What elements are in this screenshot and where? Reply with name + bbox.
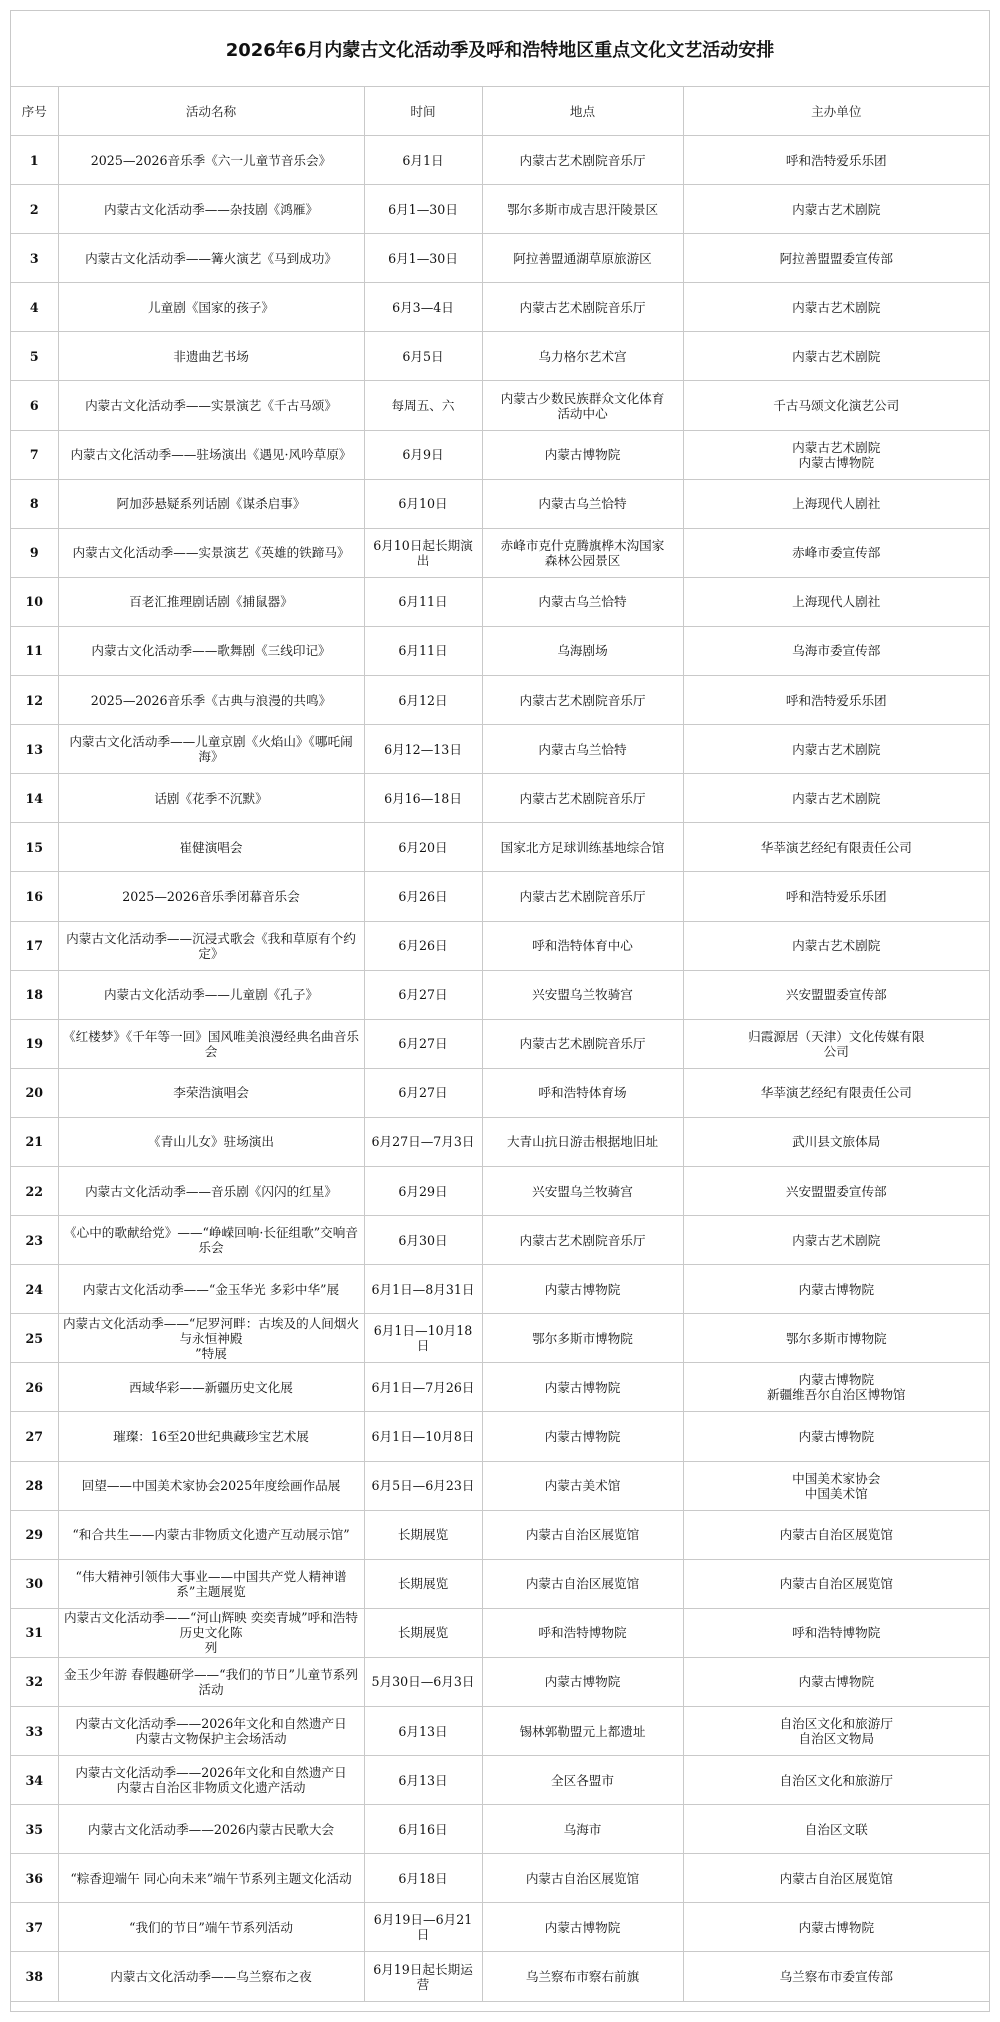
table-row: [11, 1019, 989, 1068]
cell-place: 内蒙古博物院: [482, 1412, 683, 1461]
col-header-name: 活动名称: [58, 87, 364, 136]
cell-no: 32: [11, 1657, 58, 1706]
cell-place: 内蒙古艺术剧院音乐厅: [482, 1216, 683, 1265]
table-row: [11, 479, 989, 528]
cell-activity-name: “粽香迎端午 同心向未来”端午节系列主题文化活动: [58, 1854, 364, 1903]
cell-host: 武川县文旅体局: [683, 1117, 989, 1166]
cell-activity-name: 内蒙古文化活动季——实景演艺《千古马颂》: [58, 381, 364, 430]
cell-no: 3: [11, 234, 58, 283]
table-row: [11, 1068, 989, 1117]
cell-time: 6月10日: [364, 479, 482, 528]
cell-no: 9: [11, 528, 58, 577]
table-row: [11, 1805, 989, 1854]
cell-activity-name: 内蒙古文化活动季——沉浸式歌会《我和草原有个约定》: [58, 921, 364, 970]
page-title: 2026年6月内蒙古文化活动季及呼和浩特地区重点文化文艺活动安排: [11, 11, 989, 87]
table-row: [11, 1707, 989, 1756]
table-row: [11, 970, 989, 1019]
cell-activity-name: 阿加莎悬疑系列话剧《谋杀启事》: [58, 479, 364, 528]
cell-place: 呼和浩特体育中心: [482, 921, 683, 970]
cell-time: 长期展览: [364, 1608, 482, 1657]
cell-time: 6月11日: [364, 626, 482, 675]
cell-no: 35: [11, 1805, 58, 1854]
cell-no: 2: [11, 185, 58, 234]
col-header-host: 主办单位: [683, 87, 989, 136]
table-row: [11, 185, 989, 234]
cell-no: 36: [11, 1854, 58, 1903]
cell-time: 6月10日起长期演出: [364, 528, 482, 577]
cell-time: 6月11日: [364, 577, 482, 626]
cell-place: 乌海市: [482, 1805, 683, 1854]
col-header-no: 序号: [11, 87, 58, 136]
table-row: [11, 1559, 989, 1608]
cell-time: 6月1日—7月26日: [364, 1363, 482, 1412]
cell-host: 兴安盟盟委宣传部: [683, 970, 989, 1019]
cell-no: 22: [11, 1166, 58, 1215]
cell-time: 6月5日—6月23日: [364, 1461, 482, 1510]
cell-no: 4: [11, 283, 58, 332]
table-row: [11, 626, 989, 675]
cell-host: 上海现代人剧社: [683, 577, 989, 626]
header-row: [11, 87, 989, 136]
cell-place: 阿拉善盟通湖草原旅游区: [482, 234, 683, 283]
cell-no: 15: [11, 823, 58, 872]
cell-place: 内蒙古自治区展览馆: [482, 1854, 683, 1903]
table-row: [11, 1314, 989, 1363]
table-row: [11, 1412, 989, 1461]
cell-time: 6月1日—10月18日: [364, 1314, 482, 1363]
cell-no: 5: [11, 332, 58, 381]
cell-no: 19: [11, 1019, 58, 1068]
cell-time: 6月1日—10月8日: [364, 1412, 482, 1461]
cell-host: 内蒙古博物院: [683, 1903, 989, 1952]
cell-no: 20: [11, 1068, 58, 1117]
cell-place: 内蒙古少数民族群众文化体育 活动中心: [482, 381, 683, 430]
table-body: [11, 136, 989, 2002]
cell-no: 17: [11, 921, 58, 970]
table-row: [11, 1363, 989, 1412]
cell-host: 华莘演艺经纪有限责任公司: [683, 1068, 989, 1117]
cell-host: 中国美术家协会 中国美术馆: [683, 1461, 989, 1510]
cell-time: 长期展览: [364, 1559, 482, 1608]
table-row: [11, 1461, 989, 1510]
cell-no: 23: [11, 1216, 58, 1265]
cell-time: 6月18日: [364, 1854, 482, 1903]
table-row: [11, 1854, 989, 1903]
cell-activity-name: “和合共生——内蒙古非物质文化遗产互动展示馆”: [58, 1510, 364, 1559]
cell-host: 内蒙古博物院: [683, 1412, 989, 1461]
cell-activity-name: 内蒙古文化活动季——篝火演艺《马到成功》: [58, 234, 364, 283]
cell-host: 内蒙古博物院: [683, 1265, 989, 1314]
cell-host: 呼和浩特爱乐乐团: [683, 136, 989, 185]
cell-place: 内蒙古乌兰恰特: [482, 725, 683, 774]
schedule-table: [11, 87, 989, 2002]
cell-activity-name: 百老汇推理剧话剧《捕鼠器》: [58, 577, 364, 626]
cell-no: 6: [11, 381, 58, 430]
table-row: [11, 1510, 989, 1559]
cell-place: 锡林郭勒盟元上都遗址: [482, 1707, 683, 1756]
cell-host: 内蒙古自治区展览馆: [683, 1559, 989, 1608]
cell-place: 内蒙古博物院: [482, 1903, 683, 1952]
table-row: [11, 1117, 989, 1166]
cell-no: 30: [11, 1559, 58, 1608]
cell-no: 14: [11, 774, 58, 823]
cell-time: 6月26日: [364, 921, 482, 970]
cell-no: 34: [11, 1756, 58, 1805]
table-row: [11, 1265, 989, 1314]
cell-host: 自治区文化和旅游厅: [683, 1756, 989, 1805]
table-row: [11, 774, 989, 823]
cell-place: 兴安盟乌兰牧骑宫: [482, 1166, 683, 1215]
cell-time: 6月27日: [364, 1019, 482, 1068]
table-row: [11, 676, 989, 725]
cell-place: 内蒙古艺术剧院音乐厅: [482, 136, 683, 185]
cell-no: 29: [11, 1510, 58, 1559]
cell-no: 38: [11, 1952, 58, 2001]
cell-no: 25: [11, 1314, 58, 1363]
cell-place: 内蒙古博物院: [482, 1363, 683, 1412]
cell-time: 6月30日: [364, 1216, 482, 1265]
cell-no: 7: [11, 430, 58, 479]
cell-time: 6月19日起长期运营: [364, 1952, 482, 2001]
cell-activity-name: 西域华彩——新疆历史文化展: [58, 1363, 364, 1412]
table-row: [11, 872, 989, 921]
cell-place: 内蒙古自治区展览馆: [482, 1510, 683, 1559]
table-row: [11, 234, 989, 283]
cell-activity-name: 李荣浩演唱会: [58, 1068, 364, 1117]
cell-activity-name: 内蒙古文化活动季——儿童京剧《火焰山》《哪吒闹海》: [58, 725, 364, 774]
cell-time: 6月27日: [364, 970, 482, 1019]
cell-no: 31: [11, 1608, 58, 1657]
cell-host: 内蒙古艺术剧院: [683, 921, 989, 970]
cell-time: 6月5日: [364, 332, 482, 381]
table-row: [11, 1216, 989, 1265]
cell-place: 赤峰市克什克腾旗桦木沟国家 森林公园景区: [482, 528, 683, 577]
cell-host: 内蒙古艺术剧院 内蒙古博物院: [683, 430, 989, 479]
cell-time: 6月16日: [364, 1805, 482, 1854]
cell-activity-name: 内蒙古文化活动季——2026年文化和自然遗产日 内蒙古自治区非物质文化遗产活动: [58, 1756, 364, 1805]
cell-activity-name: 《心中的歌献给党》——“峥嵘回响·长征组歌”交响音乐会: [58, 1216, 364, 1265]
cell-place: 全区各盟市: [482, 1756, 683, 1805]
table-row: [11, 823, 989, 872]
cell-place: 内蒙古艺术剧院音乐厅: [482, 872, 683, 921]
cell-activity-name: 《青山儿女》驻场演出: [58, 1117, 364, 1166]
cell-time: 6月26日: [364, 872, 482, 921]
cell-place: 内蒙古艺术剧院音乐厅: [482, 774, 683, 823]
cell-host: 自治区文化和旅游厅 自治区文物局: [683, 1707, 989, 1756]
cell-host: 内蒙古自治区展览馆: [683, 1854, 989, 1903]
cell-no: 8: [11, 479, 58, 528]
cell-place: 内蒙古博物院: [482, 1657, 683, 1706]
cell-host: 呼和浩特博物院: [683, 1608, 989, 1657]
cell-place: 国家北方足球训练基地综合馆: [482, 823, 683, 872]
cell-place: 乌兰察布市察右前旗: [482, 1952, 683, 2001]
cell-activity-name: 内蒙古文化活动季——“河山辉映 奕奕青城”呼和浩特历史文化陈 列: [58, 1608, 364, 1657]
table-row: [11, 1166, 989, 1215]
cell-activity-name: “我们的节日”端午节系列活动: [58, 1903, 364, 1952]
cell-place: 呼和浩特博物院: [482, 1608, 683, 1657]
cell-time: 6月1日: [364, 136, 482, 185]
cell-time: 6月12日: [364, 676, 482, 725]
cell-activity-name: 内蒙古文化活动季——驻场演出《遇见·风吟草原》: [58, 430, 364, 479]
cell-time: 6月1—30日: [364, 234, 482, 283]
cell-time: 6月9日: [364, 430, 482, 479]
cell-place: 内蒙古博物院: [482, 430, 683, 479]
cell-host: 华莘演艺经纪有限责任公司: [683, 823, 989, 872]
cell-time: 6月3—4日: [364, 283, 482, 332]
table-row: [11, 577, 989, 626]
col-header-place: 地点: [482, 87, 683, 136]
cell-place: 内蒙古自治区展览馆: [482, 1559, 683, 1608]
cell-no: 21: [11, 1117, 58, 1166]
cell-no: 27: [11, 1412, 58, 1461]
cell-place: 兴安盟乌兰牧骑宫: [482, 970, 683, 1019]
cell-time: 6月16—18日: [364, 774, 482, 823]
cell-time: 6月20日: [364, 823, 482, 872]
cell-host: 赤峰市委宣传部: [683, 528, 989, 577]
cell-no: 37: [11, 1903, 58, 1952]
cell-place: 内蒙古艺术剧院音乐厅: [482, 1019, 683, 1068]
cell-activity-name: 内蒙古文化活动季——“尼罗河畔：古埃及的人间烟火与永恒神殿 ”特展: [58, 1314, 364, 1363]
cell-activity-name: 璀璨：16至20世纪典藏珍宝艺术展: [58, 1412, 364, 1461]
table-row: [11, 332, 989, 381]
cell-no: 12: [11, 676, 58, 725]
cell-place: 内蒙古艺术剧院音乐厅: [482, 283, 683, 332]
cell-no: 28: [11, 1461, 58, 1510]
cell-activity-name: 2025—2026音乐季《六一儿童节音乐会》: [58, 136, 364, 185]
cell-host: 内蒙古艺术剧院: [683, 332, 989, 381]
cell-place: 内蒙古乌兰恰特: [482, 577, 683, 626]
cell-activity-name: 话剧《花季不沉默》: [58, 774, 364, 823]
schedule-sheet: [10, 10, 990, 2012]
cell-activity-name: 崔健演唱会: [58, 823, 364, 872]
cell-activity-name: 金玉少年游 春假趣研学——“我们的节日”儿童节系列活动: [58, 1657, 364, 1706]
table-row: [11, 1657, 989, 1706]
cell-host: 呼和浩特爱乐乐团: [683, 872, 989, 921]
cell-no: 11: [11, 626, 58, 675]
cell-host: 内蒙古自治区展览馆: [683, 1510, 989, 1559]
cell-place: 乌海剧场: [482, 626, 683, 675]
cell-no: 1: [11, 136, 58, 185]
cell-activity-name: 回望——中国美术家协会2025年度绘画作品展: [58, 1461, 364, 1510]
cell-host: 上海现代人剧社: [683, 479, 989, 528]
table-row: [11, 725, 989, 774]
cell-time: 6月1—30日: [364, 185, 482, 234]
cell-time: 5月30日—6月3日: [364, 1657, 482, 1706]
cell-host: 乌海市委宣传部: [683, 626, 989, 675]
cell-activity-name: 内蒙古文化活动季——2026内蒙古民歌大会: [58, 1805, 364, 1854]
cell-host: 内蒙古博物院 新疆维吾尔自治区博物馆: [683, 1363, 989, 1412]
cell-activity-name: 儿童剧《国家的孩子》: [58, 283, 364, 332]
cell-place: 鄂尔多斯市博物院: [482, 1314, 683, 1363]
cell-activity-name: 内蒙古文化活动季——儿童剧《孔子》: [58, 970, 364, 1019]
cell-place: 内蒙古美术馆: [482, 1461, 683, 1510]
cell-time: 6月12—13日: [364, 725, 482, 774]
cell-no: 10: [11, 577, 58, 626]
cell-host: 内蒙古艺术剧院: [683, 185, 989, 234]
cell-host: 内蒙古博物院: [683, 1657, 989, 1706]
cell-host: 千古马颂文化演艺公司: [683, 381, 989, 430]
cell-time: 6月13日: [364, 1756, 482, 1805]
cell-activity-name: 内蒙古文化活动季——音乐剧《闪闪的红星》: [58, 1166, 364, 1215]
cell-activity-name: 内蒙古文化活动季——2026年文化和自然遗产日 内蒙古文物保护主会场活动: [58, 1707, 364, 1756]
cell-place: 内蒙古乌兰恰特: [482, 479, 683, 528]
cell-no: 18: [11, 970, 58, 1019]
table-row: [11, 136, 989, 185]
cell-activity-name: 《红楼梦》《千年等一回》国风唯美浪漫经典名曲音乐会: [58, 1019, 364, 1068]
cell-host: 内蒙古艺术剧院: [683, 283, 989, 332]
table-row: [11, 430, 989, 479]
table-row: [11, 921, 989, 970]
cell-time: 6月13日: [364, 1707, 482, 1756]
cell-activity-name: 内蒙古文化活动季——歌舞剧《三线印记》: [58, 626, 364, 675]
table-row: [11, 1608, 989, 1657]
cell-host: 乌兰察布市委宣传部: [683, 1952, 989, 2001]
cell-no: 24: [11, 1265, 58, 1314]
cell-activity-name: 2025—2026音乐季闭幕音乐会: [58, 872, 364, 921]
cell-activity-name: 内蒙古文化活动季——实景演艺《英雄的铁蹄马》: [58, 528, 364, 577]
cell-place: 内蒙古艺术剧院音乐厅: [482, 676, 683, 725]
cell-no: 16: [11, 872, 58, 921]
cell-place: 内蒙古博物院: [482, 1265, 683, 1314]
cell-host: 内蒙古艺术剧院: [683, 774, 989, 823]
cell-no: 33: [11, 1707, 58, 1756]
cell-place: 大青山抗日游击根据地旧址: [482, 1117, 683, 1166]
cell-host: 鄂尔多斯市博物院: [683, 1314, 989, 1363]
cell-no: 13: [11, 725, 58, 774]
table-row: [11, 1756, 989, 1805]
cell-activity-name: 内蒙古文化活动季——乌兰察布之夜: [58, 1952, 364, 2001]
cell-activity-name: “伟大精神引领伟大事业——中国共产党人精神谱系”主题展览: [58, 1559, 364, 1608]
cell-time: 每周五、六: [364, 381, 482, 430]
cell-activity-name: 非遗曲艺书场: [58, 332, 364, 381]
cell-host: 内蒙古艺术剧院: [683, 1216, 989, 1265]
table-row: [11, 1903, 989, 1952]
cell-time: 6月27日: [364, 1068, 482, 1117]
cell-activity-name: 2025—2026音乐季《古典与浪漫的共鸣》: [58, 676, 364, 725]
cell-time: 6月1日—8月31日: [364, 1265, 482, 1314]
cell-host: 内蒙古艺术剧院: [683, 725, 989, 774]
cell-host: 归霞源居（天津）文化传媒有限 公司: [683, 1019, 989, 1068]
cell-activity-name: 内蒙古文化活动季——“金玉华光 多彩中华”展: [58, 1265, 364, 1314]
cell-time: 6月29日: [364, 1166, 482, 1215]
cell-host: 兴安盟盟委宣传部: [683, 1166, 989, 1215]
cell-time: 长期展览: [364, 1510, 482, 1559]
table-row: [11, 381, 989, 430]
cell-activity-name: 内蒙古文化活动季——杂技剧《鸿雁》: [58, 185, 364, 234]
table-row: [11, 1952, 989, 2001]
col-header-time: 时间: [364, 87, 482, 136]
table-row: [11, 283, 989, 332]
cell-host: 自治区文联: [683, 1805, 989, 1854]
cell-time: 6月19日—6月21日: [364, 1903, 482, 1952]
cell-place: 鄂尔多斯市成吉思汗陵景区: [482, 185, 683, 234]
cell-place: 乌力格尔艺术宫: [482, 332, 683, 381]
table-row: [11, 528, 989, 577]
cell-time: 6月27日—7月3日: [364, 1117, 482, 1166]
cell-host: 阿拉善盟盟委宣传部: [683, 234, 989, 283]
cell-place: 呼和浩特体育场: [482, 1068, 683, 1117]
cell-no: 26: [11, 1363, 58, 1412]
cell-host: 呼和浩特爱乐乐团: [683, 676, 989, 725]
